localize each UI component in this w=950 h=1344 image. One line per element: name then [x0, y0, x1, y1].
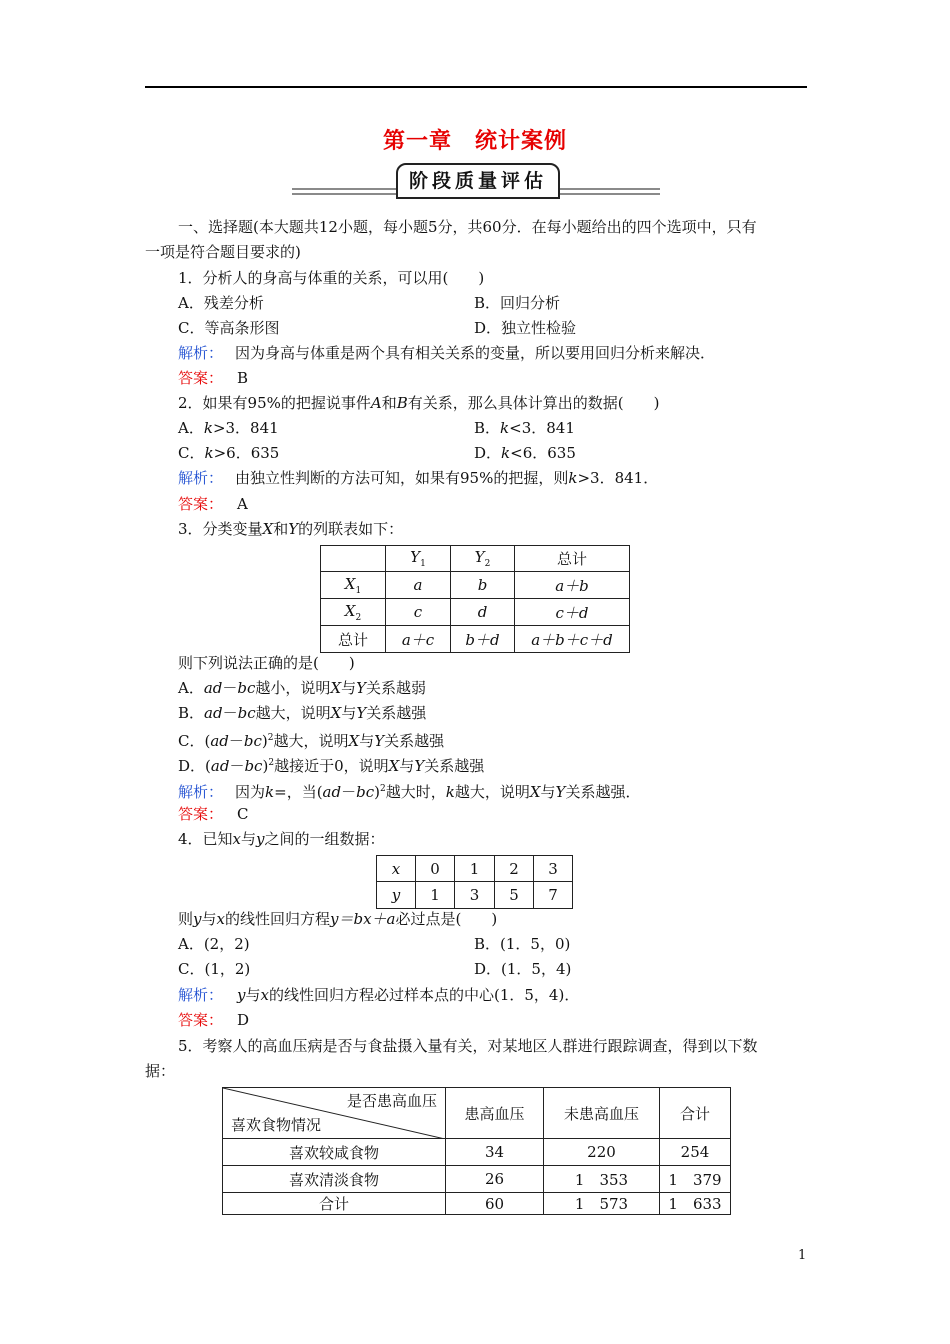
q1-analysis — [178, 343, 715, 363]
q3-option-d: D．$(ad-bc)^2$越接近于0，说明X与Y关系越强 — [178, 757, 485, 775]
table-cell: a＋c — [386, 626, 451, 653]
table-row — [223, 1166, 731, 1193]
table-row — [321, 572, 630, 599]
table-cell: a＋b — [515, 572, 630, 599]
table-cell: c — [386, 599, 451, 626]
row-label: 合计 — [223, 1193, 446, 1215]
intro-line-2: 一项是符合题目要求的) — [145, 243, 301, 261]
table-header: 合计 — [660, 1088, 731, 1139]
table-cell: d — [451, 599, 515, 626]
q3-contingency-table — [320, 545, 630, 653]
answer-value: A — [237, 495, 248, 513]
answer-value: D — [237, 1011, 250, 1029]
var-k: k — [500, 419, 510, 437]
q2-analysis — [178, 468, 658, 488]
table-header: 总计 — [515, 546, 630, 572]
q3-option-b: B．ad－bc越大，说明X与Y关系越强 — [178, 704, 427, 722]
row-label: $X_2$ — [321, 599, 386, 626]
opt-value: <6．635 — [510, 444, 576, 462]
q2-and: 和 — [381, 394, 397, 412]
table-header: $Y_2$ — [451, 546, 515, 572]
table-header: $Y_1$ — [386, 546, 451, 572]
banner-title: 阶段质量评估 — [396, 163, 560, 199]
table-cell: 1 379 — [660, 1166, 731, 1193]
analysis-text: 因为身高与体重是两个具有相关关系的变量，所以要用回归分析来解决． — [235, 344, 716, 362]
analysis-text: 由独立性判断的方法可知，如果有95%的把握，则 — [235, 469, 569, 487]
table-row — [377, 856, 573, 882]
q3-stem — [178, 519, 403, 539]
analysis-label: 解析： — [178, 986, 224, 1004]
q2-stem-pre: 2．如果有95%的把握说事件 — [178, 394, 371, 412]
row-label: $X_1$ — [321, 572, 386, 599]
table-corner — [223, 1088, 446, 1139]
var-k: k — [501, 444, 511, 462]
q4-option-a: A．(2，2) — [178, 935, 250, 953]
q1-answer — [178, 368, 248, 388]
corner-top-label: 是否患高血压 — [346, 1092, 437, 1110]
table-cell: 1 353 — [544, 1166, 660, 1193]
q4-data-table — [376, 855, 573, 909]
row-label: x — [377, 856, 416, 882]
row-label: 喜欢清淡食物 — [223, 1166, 446, 1193]
opt-value: <3．841 — [509, 419, 575, 437]
analysis-label: 解析： — [178, 783, 224, 801]
var-k: k — [203, 419, 213, 437]
var-y: Y — [288, 520, 299, 538]
q3-stem-pre: 3．分类变量 — [178, 520, 263, 538]
table-cell: b＋d — [451, 626, 515, 653]
q4-analysis: 解析： y与x的线性回归方程必过样本点的中心(1．5，4)． — [178, 986, 580, 1004]
table-cell: 1 — [416, 882, 455, 909]
table-cell: 7 — [534, 882, 573, 909]
q4-answer — [178, 1010, 249, 1030]
opt-value: >3．841 — [212, 419, 279, 437]
table-row — [377, 882, 573, 909]
table-cell: 1 633 — [660, 1193, 731, 1215]
q4-question: 则y与x的线性回归方程y＝bx＋a必过点是( ) — [178, 910, 498, 928]
q2-answer — [178, 494, 248, 514]
q5-data-table — [222, 1087, 731, 1215]
opt-prefix: A． — [178, 419, 204, 437]
row-label: 总计 — [321, 626, 386, 653]
table-cell: 1 — [455, 856, 495, 882]
table-row — [321, 599, 630, 626]
table-cell: 220 — [544, 1139, 660, 1166]
q2-option-a — [178, 418, 279, 438]
q1-stem: 1．分析人的身高与体重的关系，可以用( ) — [178, 269, 485, 287]
q3-and: 和 — [273, 520, 289, 538]
q4-option-d: D．(1．5，4) — [474, 960, 572, 978]
table-row — [321, 626, 630, 653]
table-cell: 34 — [446, 1139, 544, 1166]
table-cell: 2 — [495, 856, 534, 882]
row-label: y — [377, 882, 416, 909]
q3-answer — [178, 804, 249, 824]
q3-stem-post: 的列联表如下： — [298, 520, 404, 538]
table-cell: 3 — [534, 856, 573, 882]
table-cell: 60 — [446, 1193, 544, 1215]
chapter-title: 第一章 统计案例 — [382, 129, 567, 154]
q3-option-c: C．$(ad-bc)^2$越大，说明X与Y关系越强 — [178, 732, 445, 750]
q3-option-a: A．ad－bc越小，说明X与Y关系越弱 — [178, 679, 427, 697]
var-x: X — [262, 520, 274, 538]
analysis-label: 解析： — [178, 469, 224, 487]
q4-option-c: C．(1，2) — [178, 960, 251, 978]
page-number: 1 — [798, 1248, 807, 1263]
answer-value: B — [237, 369, 249, 387]
header-rule — [145, 86, 807, 88]
q3-analysis: 解析： 因为k=，当$(ad-bc)^2$越大时，k越大，说明X与Y关系越强． — [178, 783, 641, 801]
table-cell: 1 573 — [544, 1193, 660, 1215]
table-cell: b — [451, 572, 515, 599]
answer-label: 答案： — [178, 805, 224, 823]
table-cell: 26 — [446, 1166, 544, 1193]
q1-option-c: C．等高条形图 — [178, 319, 280, 337]
table-row — [223, 1193, 731, 1215]
answer-label: 答案： — [178, 369, 224, 387]
section-banner — [292, 160, 660, 200]
opt-prefix: B． — [474, 419, 501, 437]
table-cell: 3 — [455, 882, 495, 909]
q1-option-b: B．回归分析 — [474, 294, 561, 312]
intro-line-1: 一、选择题(本大题共12小题，每小题5分，共60分．在每小题给出的四个选项中，只有 — [178, 218, 757, 236]
var-b: B — [396, 394, 408, 412]
opt-prefix: D． — [474, 444, 502, 462]
q4-stem: 4．已知x与y之间的一组数据： — [178, 830, 385, 848]
table-cell: a＋b＋c＋d — [515, 626, 630, 653]
answer-value: C — [237, 805, 249, 823]
q2-option-d — [474, 443, 576, 463]
var-a: A — [370, 394, 382, 412]
q1-option-a: A．残差分析 — [178, 294, 264, 312]
table-cell: 0 — [416, 856, 455, 882]
table-corner — [321, 546, 386, 572]
table-cell: 5 — [495, 882, 534, 909]
row-label: 喜欢较咸食物 — [223, 1139, 446, 1166]
q3-question: 则下列说法正确的是( ) — [178, 654, 355, 672]
table-header: 患高血压 — [446, 1088, 544, 1139]
q2-option-c — [178, 443, 279, 463]
answer-label: 答案： — [178, 1011, 224, 1029]
q5-stem-line-1: 5．考察人的高血压病是否与食盐摄入量有关，对某地区人群进行跟踪调查，得到以下数 — [178, 1037, 758, 1055]
q2-stem — [178, 393, 660, 413]
var-k: k — [568, 469, 578, 487]
q1-option-d: D．独立性检验 — [474, 319, 577, 337]
table-cell: c＋d — [515, 599, 630, 626]
analysis-label: 解析： — [178, 344, 224, 362]
analysis-text-end: >3．841． — [577, 469, 659, 487]
table-header-row — [223, 1088, 731, 1139]
opt-value: >6．635 — [213, 444, 280, 462]
answer-label: 答案： — [178, 495, 224, 513]
opt-prefix: C． — [178, 444, 205, 462]
q5-stem-line-2: 据： — [145, 1062, 176, 1080]
var-k: k — [204, 444, 214, 462]
table-header: 未患高血压 — [544, 1088, 660, 1139]
q4-option-b: B．(1．5，0) — [474, 935, 571, 953]
table-row — [223, 1139, 731, 1166]
q2-stem-post: 有关系，那么具体计算出的数据( ) — [407, 394, 660, 412]
q2-option-b — [474, 418, 575, 438]
table-cell: 254 — [660, 1139, 731, 1166]
corner-bottom-label: 喜欢食物情况 — [231, 1116, 322, 1134]
table-cell: a — [386, 572, 451, 599]
